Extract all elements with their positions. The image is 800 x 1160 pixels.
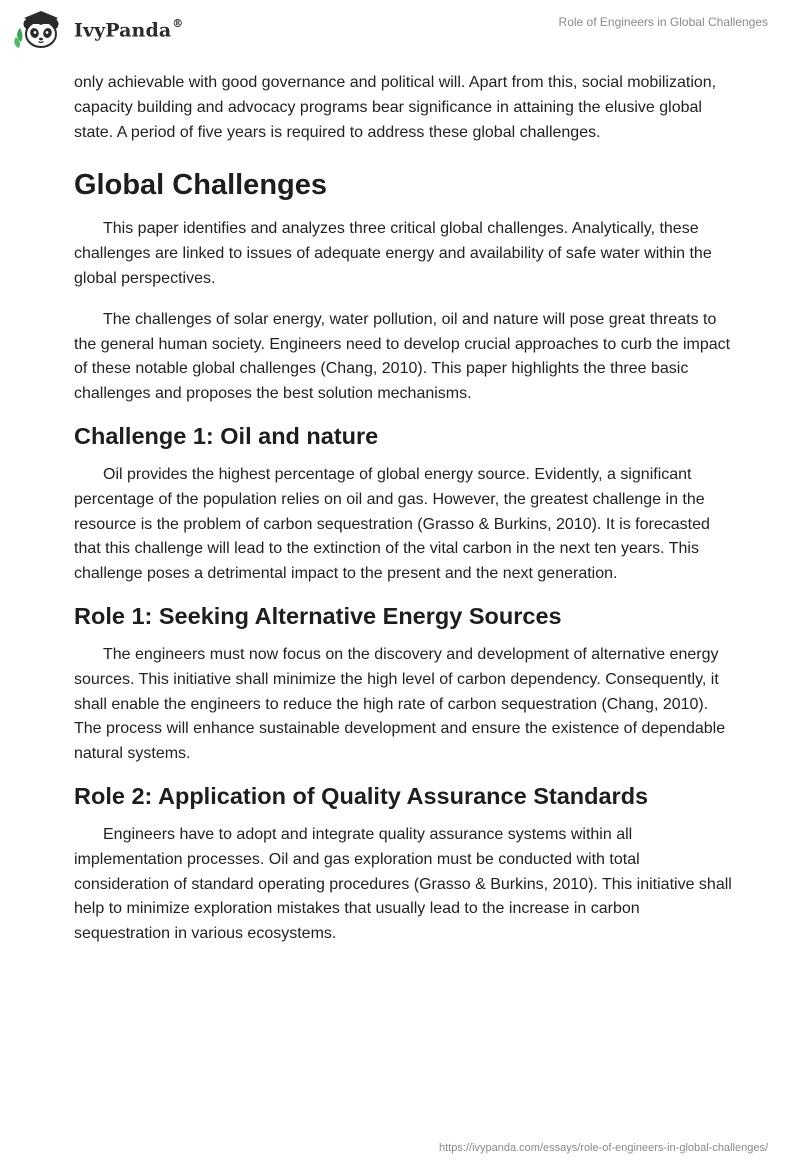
page-header [0, 0, 800, 62]
source-url[interactable]: https://ivypanda.com/essays/role-of-engineers-in-global-challenges/ [439, 1142, 768, 1154]
document-title: Role of Engineers in Global Challenges [558, 15, 768, 29]
intro-paragraph: only achievable with good governance and political will. Apart from this, social mobilization, capacity building and advocacy programs bear significance in attaining the elusive global state. A period of five years is required to address these global challenges. [74, 74, 717, 141]
heading-role-2: Role 2: Application of Quality Assurance Standards [74, 782, 649, 809]
heading-role-1: Role 1: Seeking Alternative Energy Sources [74, 602, 562, 629]
ivypanda-logo[interactable] [14, 6, 183, 52]
brand-name: IvyPanda® [74, 16, 184, 42]
heading-global-challenges: Global Challenges [74, 169, 327, 202]
global-challenges-paragraph-1: This paper identifies and analyzes three critical global challenges. Analytically, these challenges are linked to issues of adequate energy and availability of safe water within the global perspectives. [74, 220, 712, 287]
global-challenges-paragraph-2: The challenges of solar energy, water pollution, oil and nature will pose great threats to the general human society. Engineers need to develop crucial approaches to curb the impact of these notable global challenges (Chang, 2010). This paper highlights the three basic challenges and proposes the best solution mechanisms. [74, 310, 731, 403]
panda-graduate-icon [14, 6, 68, 52]
heading-challenge-1: Challenge 1: Oil and nature [74, 422, 379, 449]
role-1-paragraph: The engineers must now focus on the discovery and development of alternative energy sources. This initiative shall minimize the high level of carbon dependency. Consequently, it shall enable the engineers to reduce the high rate of carbon sequestration (Chang, 2010). The process will enhance sustainable development and ensure the existence of dependable natural systems. [74, 645, 726, 763]
challenge-1-paragraph: Oil provides the highest percentage of global energy source. Evidently, a significant percentage of the population relies on oil and gas. However, the greatest challenge in the resource is the problem of carbon sequestration (Grasso & Burkins, 2010). It is forecasted that this challenge will lead to the extinction of the vital carbon in the next ten years. This challenge poses a detrimental impact to the present and the next generation. [74, 465, 710, 583]
essay-content [74, 71, 734, 947]
role-2-paragraph: Engineers have to adopt and integrate quality assurance systems within all implementation processes. Oil and gas exploration must be conducted with total consideration of standard operating procedures (Grasso & Burkins, 2010). This initiative shall help to minimize exploration mistakes that usually lead to the increase in carbon sequestration in various ecosystems. [74, 825, 732, 943]
